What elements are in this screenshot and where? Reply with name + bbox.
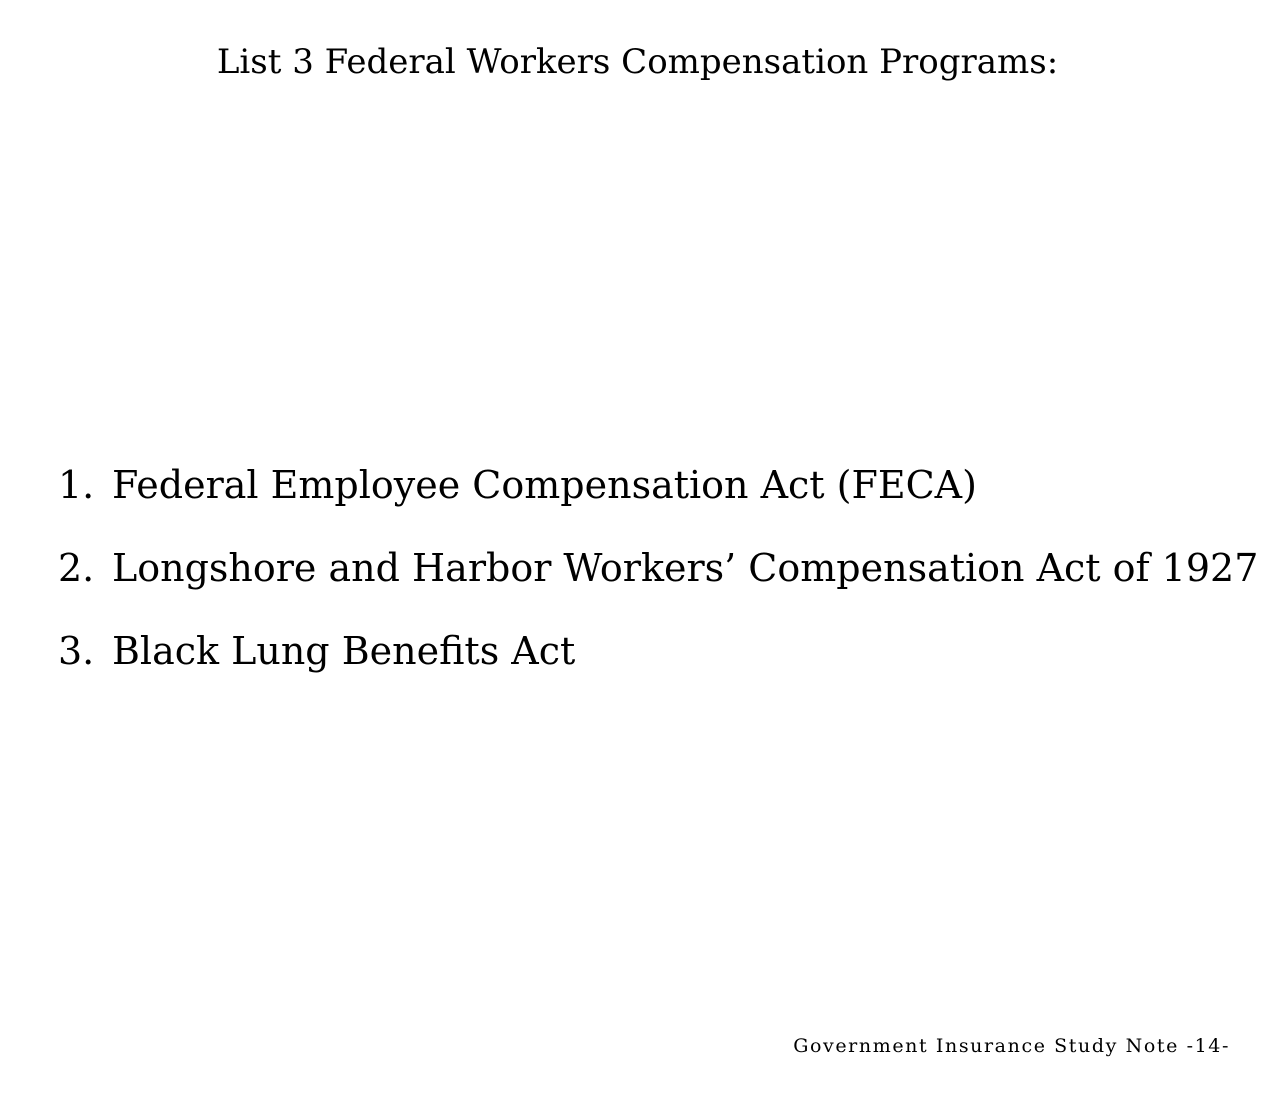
- item-text: Black Lung Benefits Act: [112, 629, 576, 673]
- item-text: Federal Employee Compensation Act (FECA): [112, 463, 977, 507]
- item-number: 1.: [58, 463, 95, 507]
- list-item: [58, 626, 1258, 676]
- list-item: [58, 543, 1258, 593]
- list-item: [58, 460, 1258, 510]
- item-number: 2.: [58, 546, 95, 590]
- item-text: Longshore and Harbor Workers’ Compensation Act of 1927: [112, 546, 1259, 590]
- page-footer: Government Insurance Study Note -14-: [793, 1035, 1230, 1057]
- answer-list: [58, 460, 1258, 709]
- card-title: List 3 Federal Workers Compensation Programs:: [216, 42, 1059, 82]
- item-number: 3.: [58, 629, 95, 673]
